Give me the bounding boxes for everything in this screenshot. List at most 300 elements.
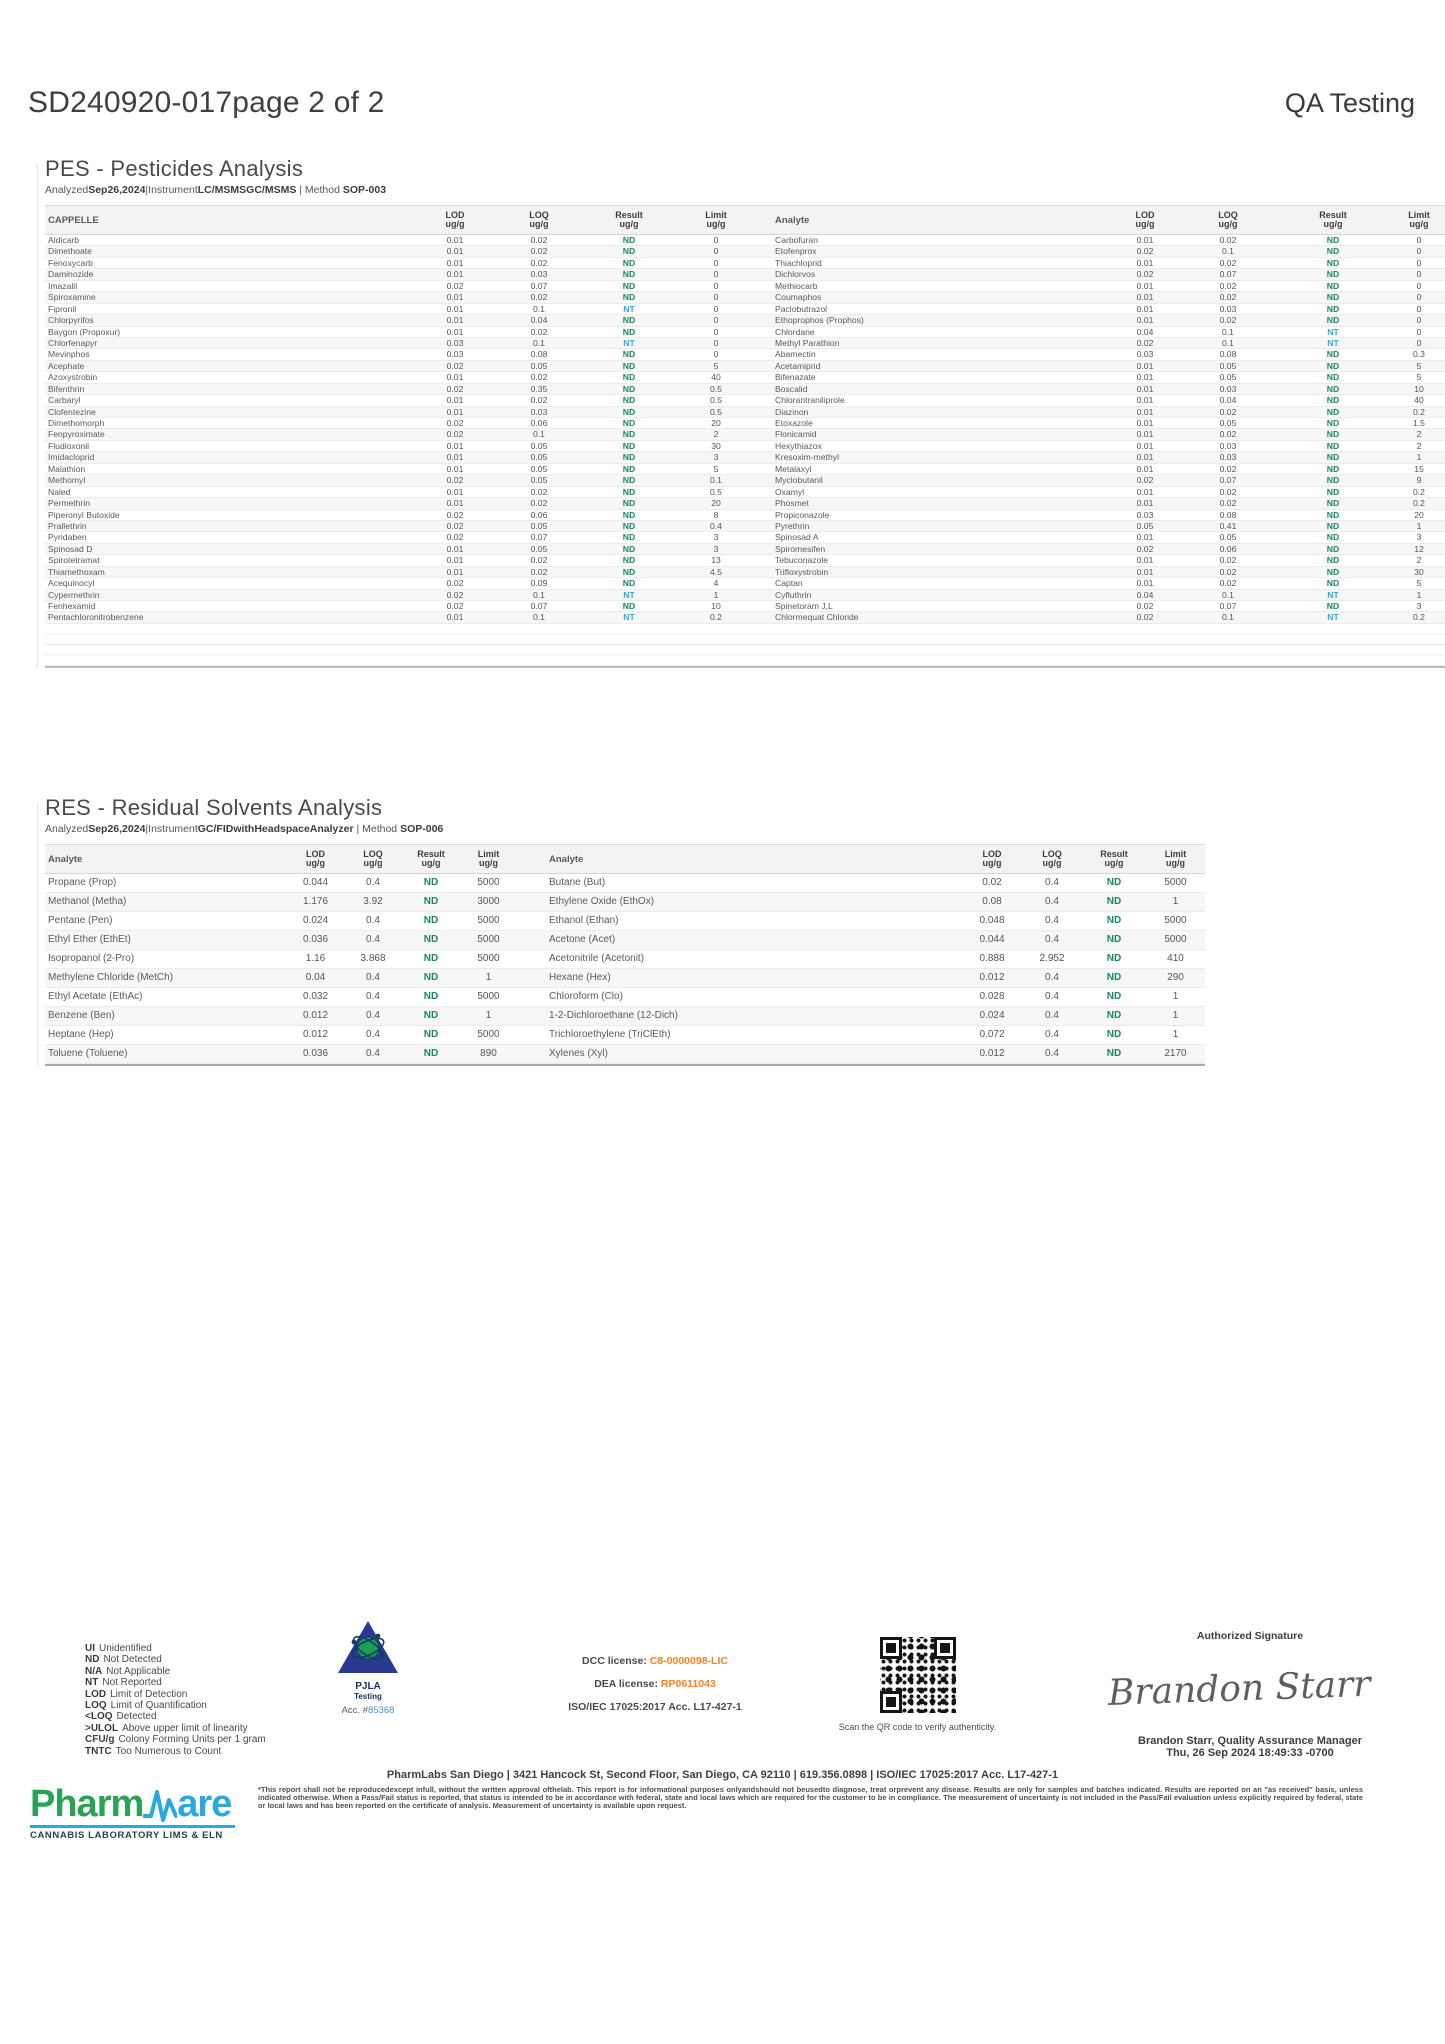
- lod-value: 0.01: [446, 315, 464, 326]
- limit-column-header: Limit ug/g: [477, 849, 500, 868]
- table-row: [517, 874, 1205, 893]
- analyte-name: Dichlorvos: [775, 269, 816, 280]
- result-value: NT: [623, 303, 635, 314]
- lod-value: 0.01: [446, 292, 464, 303]
- lod-value: 0.01: [446, 235, 464, 245]
- result-value: ND: [622, 326, 636, 337]
- table-row: [45, 338, 755, 349]
- loq-column-header: LOQ ug/g: [363, 849, 383, 868]
- result-value: ND: [1326, 520, 1340, 531]
- analyte-name: Thiamethoxam: [48, 566, 105, 577]
- limit-value: 5000: [477, 991, 500, 1002]
- loq-value: 0.02: [530, 372, 548, 383]
- table-empty-rows: [45, 624, 1445, 668]
- result-value: ND: [622, 349, 636, 360]
- limit-value: 0: [1416, 257, 1422, 268]
- lod-column-header: LOD ug/g: [1135, 210, 1155, 229]
- analyte-name: Baygon (Propoxur): [48, 326, 121, 337]
- limit-value: 2170: [1164, 1048, 1187, 1059]
- limit-value: 0.3: [1413, 349, 1425, 360]
- limit-value: 3: [1416, 601, 1422, 611]
- table-header-row: [517, 845, 1205, 874]
- analyte-name: Captan: [775, 578, 803, 589]
- loq-value: 0.04: [530, 315, 548, 326]
- loq-value: 0.06: [530, 509, 548, 520]
- result-value: ND: [622, 532, 636, 543]
- analyte-name: Acetone (Acet): [549, 934, 616, 945]
- result-value: ND: [1326, 498, 1340, 509]
- limit-value: 20: [1414, 509, 1424, 520]
- lod-value: 0.024: [979, 1010, 1005, 1021]
- lod-value: 0.012: [979, 1048, 1005, 1059]
- lod-value: 0.888: [979, 953, 1005, 964]
- result-value: ND: [622, 498, 636, 509]
- pharmware-logo: [30, 1783, 260, 1841]
- report-disclaimer: *This report shall not be reproducedexcept infull, without the written approval ofthelab. This report is for informational purposes onlyandshould not beusedto diagnose, treat orprevent any disease. Results are only for samples and batches indicated. Results are reported on an "as received" basis, unless indicated otherwise. When a Pass/Fail status is reported, that status is intended to be in accordance with federal, state and local laws which are required for the customer to be in compliance. The measurement of uncertainty is not included in the Pass/Fail evaluation unless explicitly required by federal, state or local laws and has been reported on the certificate of analysis. Measurement of uncertainty is available upon request.: [258, 1785, 1363, 1810]
- analyte-name: Acephate: [48, 360, 85, 371]
- qr-block: [820, 1637, 1015, 1732]
- analyte-name: Boscalid: [775, 383, 808, 394]
- loq-value: 0.02: [530, 292, 548, 303]
- lod-value: 0.01: [1136, 280, 1154, 291]
- table-row: [517, 1026, 1205, 1045]
- table-row: [45, 349, 755, 360]
- loq-value: 3.868: [360, 953, 386, 964]
- legend-term: TNTC: [85, 1745, 112, 1757]
- limit-value: 1: [1416, 520, 1422, 531]
- analyte-name: Malathion: [48, 463, 86, 474]
- lod-value: 0.01: [1136, 440, 1154, 451]
- loq-value: 0.05: [530, 360, 548, 371]
- loq-value: 0.06: [1219, 543, 1237, 554]
- result-value: ND: [622, 269, 636, 280]
- dcc-license-number: C8-0000098-LIC: [649, 1655, 728, 1667]
- result-value: ND: [423, 953, 439, 964]
- result-value: ND: [423, 896, 439, 907]
- result-value: NT: [1327, 589, 1339, 600]
- limit-value: 0: [713, 303, 719, 314]
- lod-value: 0.01: [446, 257, 464, 268]
- result-value: ND: [1326, 532, 1340, 543]
- analyte-name: Imazalil: [48, 280, 78, 291]
- lod-value: 0.04: [305, 972, 326, 983]
- limit-value: 8: [713, 509, 719, 520]
- loq-value: 0.08: [530, 349, 548, 360]
- analyte-name: Metalaxyl: [775, 463, 812, 474]
- result-value: ND: [622, 418, 636, 428]
- limit-value: 0: [1416, 315, 1422, 326]
- result-value: ND: [423, 991, 439, 1002]
- analyte-name: Flonicamid: [775, 429, 817, 440]
- lod-value: 0.03: [446, 337, 464, 348]
- table-row: [755, 349, 1445, 360]
- result-value: NT: [1327, 612, 1339, 623]
- limit-value: 15: [1414, 463, 1424, 474]
- analyte-name: Fenoxycarb: [48, 257, 93, 268]
- analyte-name: Isopropanol (2-Pro): [48, 953, 135, 964]
- lod-value: 0.01: [1136, 429, 1154, 440]
- table-row: [517, 1007, 1205, 1026]
- analyte-name: Chlormequat Chloride: [775, 612, 859, 623]
- result-value: NT: [1327, 337, 1339, 348]
- loq-value: 0.03: [1219, 452, 1237, 463]
- limit-value: 0.5: [710, 395, 722, 406]
- limit-value: 3: [713, 532, 719, 543]
- lod-value: 0.01: [1136, 566, 1154, 577]
- table-row: [755, 464, 1445, 475]
- limit-value: 5000: [477, 953, 500, 964]
- table-row: [755, 555, 1445, 566]
- table-row: [755, 441, 1445, 452]
- limit-value: 40: [711, 372, 721, 383]
- result-value: ND: [1326, 440, 1340, 451]
- analyte-name: Pentane (Pen): [48, 915, 113, 926]
- loq-value: 0.1: [533, 303, 545, 314]
- result-value: ND: [1106, 991, 1122, 1002]
- legend-description: Above upper limit of linearity: [122, 1722, 248, 1734]
- result-value: ND: [1326, 246, 1340, 257]
- limit-value: 0: [1416, 337, 1422, 348]
- analyte-name: Fipronil: [48, 303, 77, 314]
- analyte-name: Bifenazate: [775, 372, 816, 383]
- loq-value: 0.02: [1219, 257, 1237, 268]
- pesticides-table: [45, 205, 1445, 624]
- pjla-sub: Testing: [354, 1692, 382, 1701]
- loq-value: 2.952: [1039, 953, 1065, 964]
- pesticides-table-right: [755, 206, 1445, 624]
- result-column-header: Result ug/g: [1100, 849, 1128, 868]
- table-row: [517, 1045, 1205, 1064]
- table-row: [45, 893, 517, 912]
- table-row: [45, 532, 755, 543]
- lod-value: 0.01: [1136, 418, 1154, 428]
- limit-value: 4: [713, 578, 719, 589]
- legend-term: N/A: [85, 1665, 103, 1677]
- report-id: SD240920-017: [28, 86, 233, 119]
- legend-description: Too Numerous to Count: [115, 1745, 222, 1757]
- loq-value: 0.1: [1222, 326, 1234, 337]
- lod-value: 0.02: [1136, 246, 1154, 257]
- lod-value: 0.012: [979, 972, 1005, 983]
- table-row: [517, 912, 1205, 931]
- result-value: ND: [622, 383, 636, 394]
- limit-value: 0: [1416, 303, 1422, 314]
- table-row: [45, 361, 755, 372]
- result-value: ND: [1326, 235, 1340, 245]
- loq-value: 0.05: [1219, 532, 1237, 543]
- loq-value: 0.02: [530, 486, 548, 497]
- result-value: ND: [423, 915, 439, 926]
- loq-value: 0.41: [1219, 520, 1237, 531]
- loq-value: 0.05: [1219, 418, 1237, 428]
- result-value: ND: [1106, 934, 1122, 945]
- limit-value: 2: [713, 429, 719, 440]
- lod-value: 0.01: [446, 498, 464, 509]
- table-row: [45, 931, 517, 950]
- license-block: [470, 1655, 840, 1724]
- limit-value: 5: [1416, 360, 1422, 371]
- analyte-name: Dimethomorph: [48, 418, 105, 428]
- result-value: ND: [1326, 315, 1340, 326]
- result-value: ND: [622, 360, 636, 371]
- lod-value: 0.01: [446, 303, 464, 314]
- table-row: [85, 1654, 266, 1665]
- lod-value: 0.012: [302, 1029, 329, 1040]
- lod-value: 0.08: [982, 896, 1002, 907]
- limit-value: 5000: [1164, 915, 1187, 926]
- loq-value: 0.06: [530, 418, 548, 428]
- limit-value: 12: [1414, 543, 1424, 554]
- result-value: ND: [423, 1029, 439, 1040]
- limit-column-header: Limit ug/g: [1408, 210, 1430, 229]
- lod-value: 0.02: [982, 877, 1002, 888]
- table-row: [517, 893, 1205, 912]
- table-row: [45, 544, 755, 555]
- table-row: [45, 464, 755, 475]
- limit-value: 0.5: [710, 486, 722, 497]
- result-value: NT: [1327, 326, 1339, 337]
- loq-value: 0.4: [1045, 972, 1059, 983]
- table-row: [85, 1643, 266, 1654]
- table-row: [755, 532, 1445, 543]
- analyte-name: Xylenes (Xyl): [549, 1048, 608, 1059]
- analyte-name: Fenpyroximate: [48, 429, 105, 440]
- legend-description: Not Applicable: [106, 1665, 171, 1677]
- lod-value: 0.02: [1136, 337, 1154, 348]
- limit-value: 40: [1414, 395, 1424, 406]
- table-header-row: [755, 206, 1445, 235]
- table-row: [85, 1734, 266, 1745]
- loq-value: 0.1: [533, 429, 545, 440]
- pesticides-table-left: [45, 206, 755, 624]
- limit-value: 2: [1416, 429, 1422, 440]
- table-row: [45, 1026, 517, 1045]
- table-row: [755, 601, 1445, 612]
- result-value: ND: [622, 452, 636, 463]
- analyte-name: Pentachloronitrobenzene: [48, 612, 144, 623]
- analyte-name: Ethoprophos (Prophos): [775, 315, 864, 326]
- lod-value: 0.032: [302, 991, 329, 1002]
- lod-value: 0.02: [446, 418, 464, 428]
- loq-value: 0.02: [530, 498, 548, 509]
- limit-value: 5: [1416, 578, 1422, 589]
- analyte-name: Aldicarb: [48, 235, 80, 245]
- solvents-table-right: [517, 845, 1205, 1064]
- lod-value: 0.03: [1136, 509, 1154, 520]
- result-value: ND: [1326, 601, 1340, 611]
- limit-value: 0: [1416, 292, 1422, 303]
- table-row: [85, 1666, 266, 1677]
- limit-value: 0.2: [1413, 486, 1425, 497]
- result-value: ND: [622, 601, 636, 611]
- table-row: [85, 1723, 266, 1734]
- result-value: ND: [622, 520, 636, 531]
- result-value: ND: [622, 578, 636, 589]
- sample-name-header: CAPPELLE: [48, 214, 99, 226]
- lod-value: 0.01: [446, 463, 464, 474]
- instrument-label: |Instrument: [145, 184, 198, 196]
- result-value: ND: [1326, 418, 1340, 428]
- lod-value: 0.04: [1136, 589, 1154, 600]
- limit-value: 0: [713, 337, 719, 348]
- table-row: [45, 590, 755, 601]
- loq-value: 0.05: [1219, 360, 1237, 371]
- table-row: [755, 567, 1445, 578]
- lod-value: 0.01: [446, 326, 464, 337]
- analyte-name: Oxamyl: [775, 486, 805, 497]
- table-row: [517, 950, 1205, 969]
- loq-value: 0.1: [533, 337, 545, 348]
- loq-value: 0.4: [1045, 1029, 1059, 1040]
- limit-value: 0.2: [1413, 612, 1425, 623]
- result-value: ND: [1106, 1048, 1122, 1059]
- limit-value: 30: [1414, 566, 1424, 577]
- page-indicator: page 2 of 2: [232, 86, 385, 119]
- legend-term: LOQ: [85, 1699, 107, 1711]
- result-value: ND: [1326, 486, 1340, 497]
- result-value: ND: [1326, 395, 1340, 406]
- analyte-name: Ethyl Acetate (EthAc): [48, 991, 143, 1002]
- table-row: [45, 292, 755, 303]
- loq-value: 0.02: [1219, 280, 1237, 291]
- table-row: [755, 475, 1445, 486]
- iso-accreditation: ISO/IEC 17025:2017 Acc. L17-427-1: [568, 1701, 742, 1713]
- legend-term: >ULOL: [85, 1722, 119, 1734]
- analyte-name: Permethrin: [48, 498, 91, 509]
- limit-column-header: Limit ug/g: [705, 210, 727, 229]
- result-value: ND: [1326, 463, 1340, 474]
- table-row: [85, 1746, 266, 1757]
- result-value: ND: [1326, 578, 1340, 589]
- lod-value: 0.02: [1136, 543, 1154, 554]
- dcc-license: DCC license: C8-0000098-LIC: [582, 1655, 728, 1667]
- limit-value: 5000: [477, 877, 500, 888]
- method-value: SOP-006: [400, 823, 444, 835]
- limit-value: 0: [713, 292, 719, 303]
- analyte-name: Etofenprox: [775, 246, 817, 257]
- analyte-name: Hexane (Hex): [549, 972, 611, 983]
- lod-value: 0.01: [446, 440, 464, 451]
- lod-column-header: LOD ug/g: [982, 849, 1002, 868]
- legend-description: Colony Forming Units per 1 gram: [118, 1734, 266, 1746]
- lod-value: 0.02: [446, 532, 464, 543]
- table-row: [517, 931, 1205, 950]
- loq-value: 0.4: [1045, 915, 1059, 926]
- instrument-label: |Instrument: [145, 823, 198, 835]
- lod-value: 0.01: [446, 372, 464, 383]
- limit-value: 1.5: [1413, 418, 1425, 428]
- table-row: [45, 429, 755, 440]
- result-value: ND: [1326, 406, 1340, 417]
- lod-value: 0.072: [979, 1029, 1005, 1040]
- table-row: [45, 395, 755, 406]
- lod-column-header: LOD ug/g: [445, 210, 465, 229]
- analyte-name: Paclobutrazol: [775, 303, 828, 314]
- loq-value: 0.07: [1219, 475, 1237, 486]
- result-value: ND: [1106, 915, 1122, 926]
- result-value: ND: [1106, 1029, 1122, 1040]
- table-row: [45, 384, 755, 395]
- lod-value: 0.01: [446, 269, 464, 280]
- analyte-name: Pyrethrin: [775, 520, 810, 531]
- limit-value: 13: [711, 555, 721, 566]
- table-row: [85, 1689, 266, 1700]
- analyte-name: Phosmet: [775, 498, 809, 509]
- lod-value: 0.01: [1136, 452, 1154, 463]
- qa-testing-label: QA Testing: [1284, 88, 1415, 118]
- lod-value: 0.02: [1136, 601, 1154, 611]
- limit-value: 0: [713, 257, 719, 268]
- result-value: ND: [1106, 896, 1122, 907]
- loq-value: 0.4: [366, 915, 380, 926]
- analyte-name: Chlorantraniliprole: [775, 395, 845, 406]
- limit-value: 0.5: [710, 406, 722, 417]
- legend-term: LOD: [85, 1688, 107, 1700]
- table-row: [45, 498, 755, 509]
- analyte-name: Daminozide: [48, 269, 94, 280]
- lod-value: 0.02: [446, 589, 464, 600]
- lod-value: 0.01: [1136, 257, 1154, 268]
- table-row: [45, 235, 755, 246]
- lod-value: 0.02: [446, 383, 464, 394]
- lod-value: 0.01: [1136, 406, 1154, 417]
- limit-value: 0: [713, 246, 719, 257]
- table-row: [755, 452, 1445, 463]
- table-row: [755, 372, 1445, 383]
- method-label: | Method: [353, 823, 401, 835]
- limit-value: 2: [1416, 555, 1422, 566]
- pesticides-rows-right: [755, 235, 1445, 624]
- table-row: [85, 1677, 266, 1688]
- result-value: ND: [1326, 383, 1340, 394]
- table-row: [755, 281, 1445, 292]
- loq-value: 0.4: [366, 991, 380, 1002]
- lod-value: 0.048: [979, 915, 1005, 926]
- result-value: ND: [622, 543, 636, 554]
- loq-value: 0.09: [530, 578, 548, 589]
- table-row: [45, 510, 755, 521]
- dea-license-number: RP0611043: [660, 1678, 716, 1690]
- table-row: [755, 544, 1445, 555]
- loq-value: 0.1: [533, 589, 545, 600]
- authorized-signature-heading: Authorized Signature: [1196, 1630, 1304, 1642]
- analyte-name: Naled: [48, 486, 71, 497]
- limit-value: 0.1: [710, 475, 722, 486]
- solvents-meta: [45, 823, 1205, 835]
- legend-term: NT: [85, 1677, 99, 1689]
- analyte-name: Butane (But): [549, 877, 606, 888]
- table-row: [45, 441, 755, 452]
- loq-value: 0.07: [530, 280, 548, 291]
- result-column-header: Result ug/g: [1319, 210, 1347, 229]
- limit-value: 1: [485, 1010, 492, 1021]
- result-column-header: Result ug/g: [417, 849, 445, 868]
- lod-value: 0.05: [1136, 520, 1154, 531]
- analyte-name: Mevinphos: [48, 349, 90, 360]
- loq-column-header: LOQ ug/g: [1042, 849, 1062, 868]
- loq-value: 0.05: [530, 520, 548, 531]
- analyte-name: Heptane (Hep): [48, 1029, 114, 1040]
- lod-value: 0.02: [1136, 475, 1154, 486]
- lod-value: 0.02: [446, 280, 464, 291]
- brand-tagline: CANNABIS LABORATORY LIMS & ELN: [30, 1825, 235, 1841]
- analyte-name: Thiachloprid: [775, 257, 822, 268]
- pjla-accreditation-number: Acc. #85368: [341, 1705, 395, 1716]
- lod-value: 0.01: [1136, 532, 1154, 543]
- result-value: ND: [1326, 566, 1340, 577]
- analyte-name: Spiromesifen: [775, 543, 826, 554]
- table-row: [755, 510, 1445, 521]
